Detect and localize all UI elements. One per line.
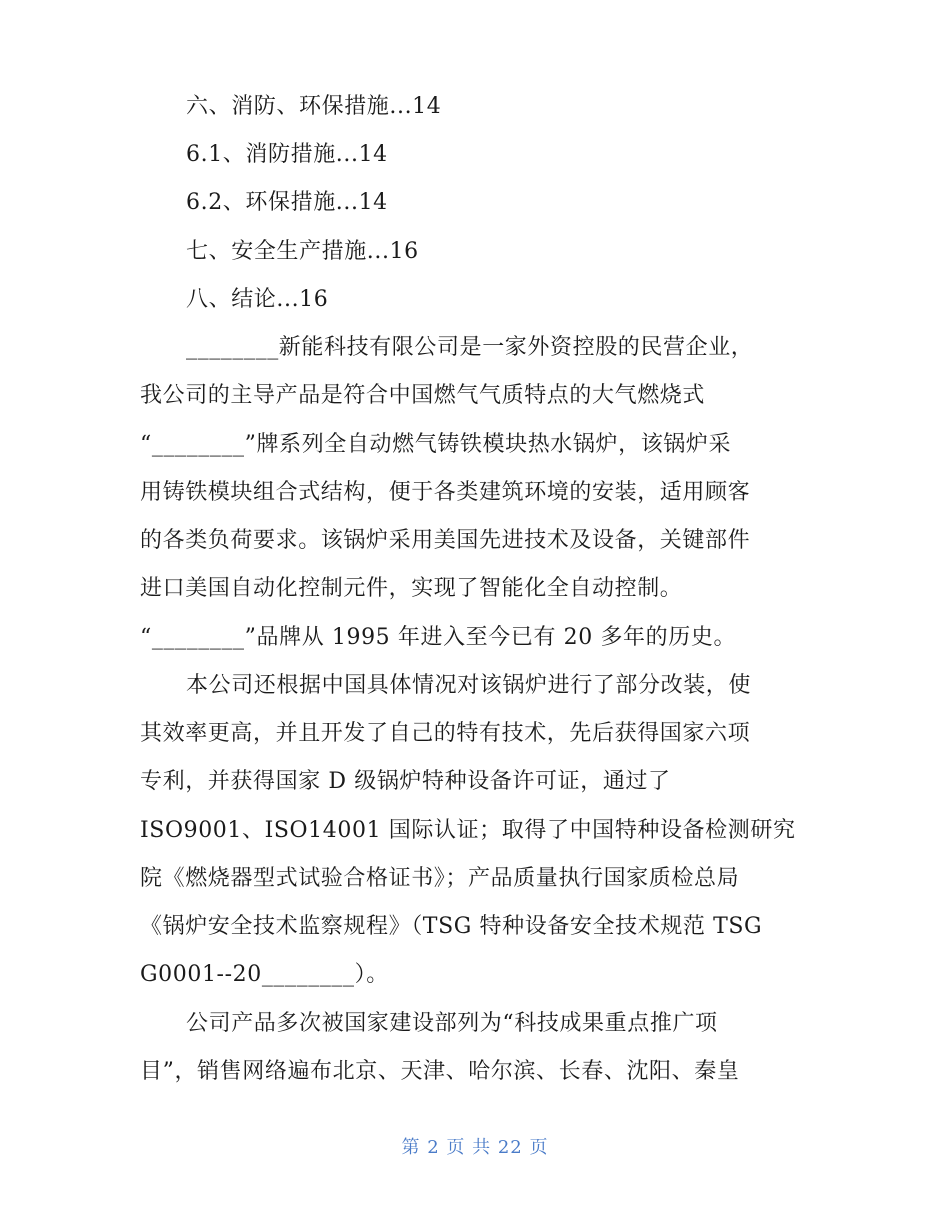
- page-number-footer: 第 2 页 共 22 页: [401, 1137, 549, 1158]
- paragraph-line: 目”，销售网络遍布北京、天津、哈尔滨、长春、沈阳、秦皇: [140, 1059, 740, 1084]
- toc-entry: 六、消防、环保措施...14: [186, 94, 442, 119]
- paragraph-line: 《锅炉安全技术监察规程》（TSG 特种设备安全技术规范 TSG: [140, 914, 763, 939]
- toc-entry: 七、安全生产措施...16: [186, 239, 419, 264]
- paragraph-line: G0001--20________）。: [140, 962, 389, 987]
- paragraph-line: 本公司还根据中国具体情况对该锅炉进行了部分改装，使: [186, 673, 752, 698]
- paragraph-line: 院《燃烧器型式试验合格证书》；产品质量执行国家质检总局: [140, 866, 740, 891]
- toc-entry: 八、结论...16: [186, 287, 329, 312]
- paragraph-line: 用铸铁模块组合式结构，便于各类建筑环境的安装，适用顾客: [140, 480, 751, 505]
- paragraph-line: 进口美国自动化控制元件，实现了智能化全自动控制。: [140, 576, 683, 601]
- paragraph-line: ISO9001、ISO14001 国际认证；取得了中国特种设备检测研究: [140, 818, 796, 843]
- paragraph-line: 我公司的主导产品是符合中国燃气气质特点的大气燃烧式: [140, 383, 706, 408]
- paragraph-line: 公司产品多次被国家建设部列为“科技成果重点推广项: [186, 1011, 718, 1036]
- paragraph-line: “________”牌系列全自动燃气铸铁模块热水锅炉，该锅炉采: [140, 432, 732, 457]
- paragraph-line: “________”品牌从 1995 年进入至今已有 20 多年的历史。: [140, 625, 737, 650]
- toc-entry: 6.2、环保措施...14: [186, 190, 388, 215]
- toc-entry: 6.1、消防措施...14: [186, 142, 388, 167]
- paragraph-line: ________新能科技有限公司是一家外资控股的民营企业，: [186, 335, 754, 360]
- paragraph-line: 其效率更高，并且开发了自己的特有技术，先后获得国家六项: [140, 721, 751, 746]
- paragraph-line: 的各类负荷要求。该锅炉采用美国先进技术及设备，关键部件: [140, 528, 751, 553]
- paragraph-line: 专利，并获得国家 D 级锅炉特种设备许可证，通过了: [140, 769, 671, 794]
